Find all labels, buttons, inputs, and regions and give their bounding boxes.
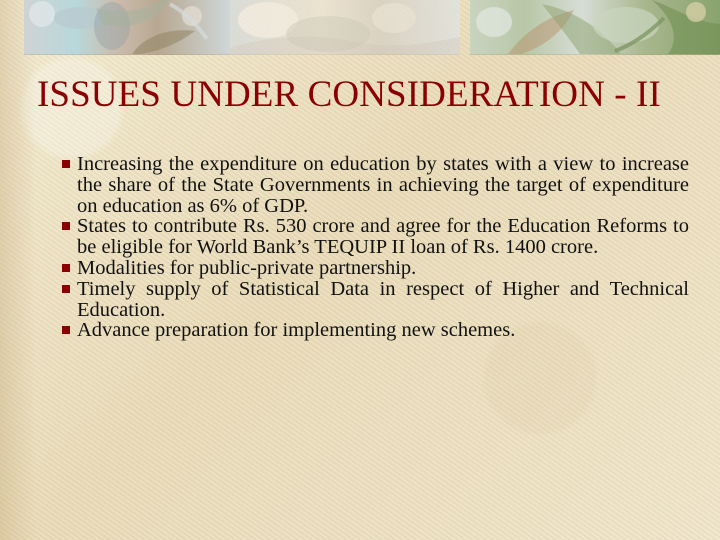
issue-item — [62, 154, 689, 216]
issue-text: Modalities for public-private partnership. — [77, 256, 417, 279]
decorative-banner-middle — [230, 0, 460, 55]
issue-item — [62, 258, 689, 279]
square-bullet-icon — [62, 326, 70, 334]
decorative-banner-right-art — [470, 0, 720, 54]
issue-text: Increasing the expenditure on education by states with a view to increase the share of the State Governments in achieving the target of expenditure on education as 6% of GDP. — [77, 153, 689, 217]
square-bullet-icon — [62, 222, 70, 230]
decorative-banner-left-art — [24, 0, 230, 54]
decorative-banner-middle-art — [230, 0, 460, 54]
slide-title: ISSUES UNDER CONSIDERATION - II — [37, 74, 661, 115]
decorative-banner-right — [470, 0, 720, 55]
issue-item — [62, 320, 689, 341]
square-bullet-icon — [62, 160, 70, 168]
issue-item — [62, 279, 689, 321]
issue-text: States to contribute Rs. 530 crore and agree for the Education Reforms to be eligible for World Bank’s TEQUIP II loan of Rs. 1400 crore. — [77, 215, 689, 259]
decorative-banner-left — [24, 0, 230, 55]
left-texture — [0, 0, 36, 540]
square-bullet-icon — [62, 285, 70, 293]
issues-list — [62, 154, 689, 341]
issue-item — [62, 216, 689, 258]
square-bullet-icon — [62, 264, 70, 272]
issue-text: Timely supply of Statistical Data in respect of Higher and Technical Education. — [77, 277, 689, 321]
issue-text: Advance preparation for implementing new schemes. — [77, 319, 516, 342]
